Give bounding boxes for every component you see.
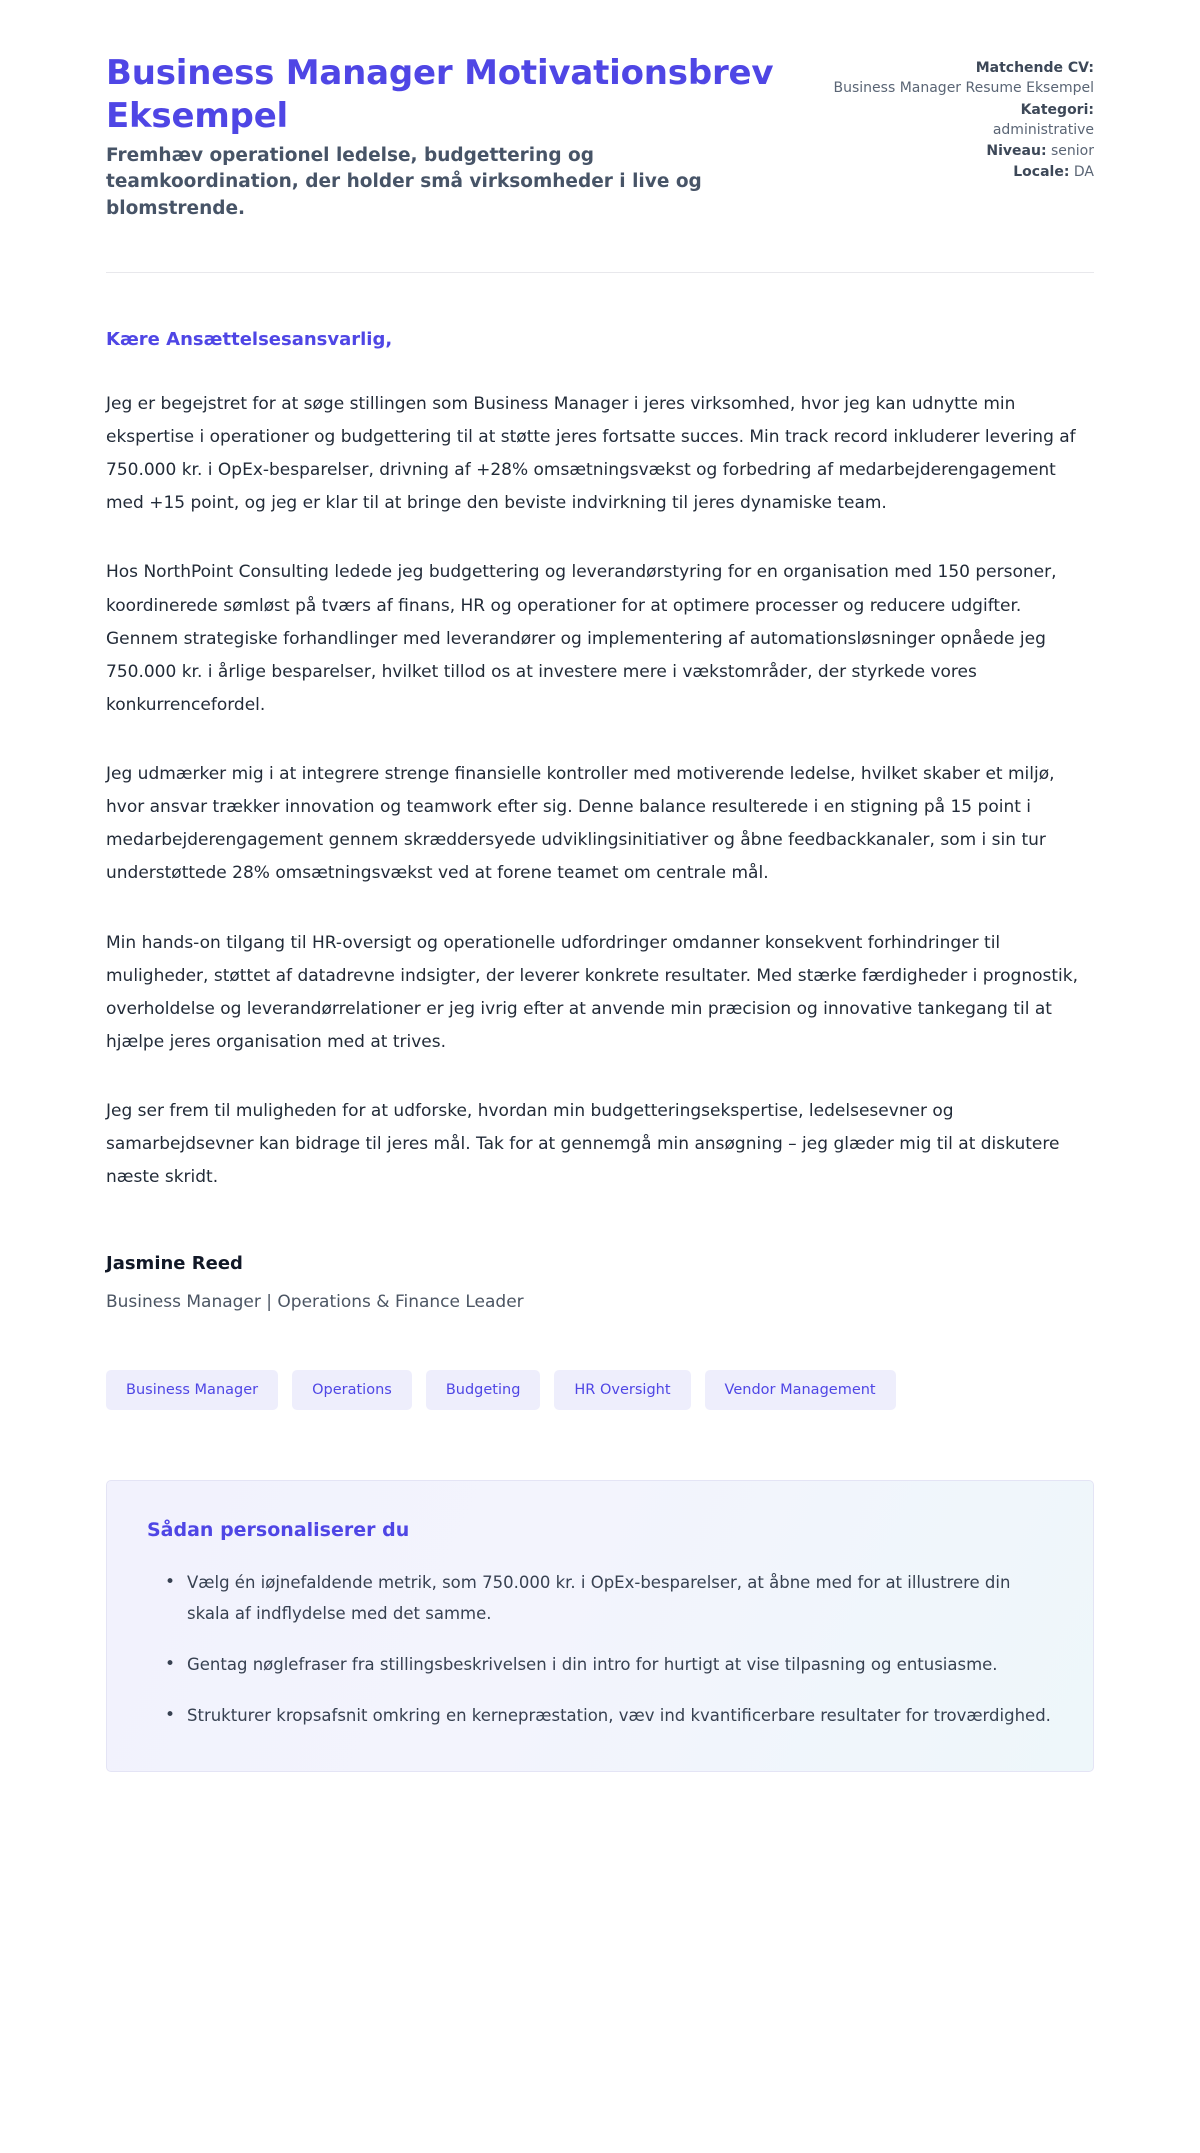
tag-chip[interactable]: Budgeting: [426, 1370, 541, 1411]
meta-level-label: Niveau:: [986, 143, 1047, 160]
letter-paragraphs: [106, 388, 1094, 1195]
page-bottom-spacer: [106, 1772, 1094, 1842]
signature-role: Business Manager | Operations & Finance Leader: [106, 1291, 524, 1312]
personalization-tips-panel: [106, 1480, 1094, 1772]
meta-matching-resume-value: Business Manager Resume Eksempel: [833, 80, 1094, 97]
salutation: Kære Ansættelsesansvarlig,: [106, 328, 393, 350]
meta-locale: [834, 162, 1094, 182]
letter-paragraph: Jeg er begejstret for at søge stillingen som Business Manager i jeres virksomhed, hvor jeg kan udnytte min ekspertise i operationer og budgettering til at støtte jeres fortsatte succes. Min track record inkluderer levering af 750.000 kr. i OpEx-besparelser, drivning af +28% omsætningsvækst og forbedring af medarbejderengagement med +15 point, og jeg er klar til at bringe den beviste indvirkning til jeres dynamiske team.: [106, 393, 1076, 514]
tips-title: Sådan personaliserer du: [147, 1519, 410, 1542]
meta-category-value: administrative: [992, 121, 1094, 138]
cover-letter-body: [106, 273, 1094, 1772]
document-metadata: [834, 52, 1094, 184]
tips-list-item: • Gentag nøglefraser fra stillingsbeskrivelsen i din intro for hurtigt at vise tilpasning og entusiasme.: [173, 1649, 1053, 1680]
tag-chip[interactable]: HR Oversight: [554, 1370, 690, 1411]
tag-list: [106, 1370, 1094, 1411]
tag-chip[interactable]: Business Manager: [106, 1370, 278, 1411]
meta-category: [834, 100, 1094, 141]
meta-level-value: senior: [1051, 143, 1094, 160]
tips-list-item: • Strukturer kropsafsnit omkring en kernepræstation, væv ind kvantificerbare resultater for troværdighed.: [173, 1700, 1053, 1731]
letter-paragraph: Jeg udmærker mig i at integrere strenge finansielle kontroller med motiverende ledelse, hvilket skaber et miljø, hvor ansvar trækker innovation og teamwork efter sig. Denne balance resulterede i en stigning på 15 point i medarbejderengagement gennem skræddersyede udviklingsinitiativer og åbne feedbackkanaler, som i sin tur understøttede 28% omsætningsvækst ved at forene teamet om centrale mål.: [106, 764, 1055, 884]
letter-paragraph: Min hands-on tilgang til HR-oversigt og operationelle udfordringer omdanner konsekvent forhindringer til muligheder, støttet af datadrevne indsigter, der leverer konkrete resultater. Med stærke færdigheder i prognostik, overholdelse og leverandørrelationer er jeg ivrig efter at anvende min præcision og innovative tankegang til at hjælpe jeres organisation med at trives.: [106, 932, 1078, 1053]
meta-matching-resume: [834, 58, 1094, 99]
signature-block: [106, 1253, 1094, 1312]
page-title: Business Manager Motivationsbrev Eksempel: [106, 53, 774, 136]
tag-chip[interactable]: Vendor Management: [705, 1370, 896, 1411]
meta-level: [834, 141, 1094, 161]
letter-paragraph: Jeg ser frem til muligheden for at udforske, hvordan min budgetteringsekspertise, ledelsesevner og samarbejdsevner kan bidrage til jeres mål. Tak for at gennemgå min ansøgning – jeg glæder mig til at diskutere næste skridt.: [106, 1101, 1060, 1188]
header-title-block: [106, 52, 794, 222]
page-subtitle: Fremhæv operationel ledelse, budgettering og teamkoordination, der holder små virksomheder i live og blomstrende.: [106, 145, 702, 219]
meta-locale-label: Locale:: [1013, 164, 1070, 181]
document-header: [106, 0, 1094, 222]
meta-matching-resume-label: Matchende CV:: [975, 60, 1094, 76]
tag-chip[interactable]: Operations: [292, 1370, 412, 1411]
tips-list: [147, 1567, 1053, 1731]
letter-paragraph: Hos NorthPoint Consulting ledede jeg budgettering og leverandørstyring for en organisation med 150 personer, koordinerede sømløst på tværs af finans, HR og operationer for at optimere processer og reducere udgifter. Gennem strategiske forhandlinger med leverandører og implementering af automationsløsninger opnåede jeg 750.000 kr. i årlige besparelser, hvilket tillod os at investere mere i vækstområder, der styrkede vores konkurrencefordel.: [106, 562, 1057, 715]
meta-locale-value: DA: [1073, 164, 1094, 181]
meta-category-label: Kategori:: [1020, 101, 1094, 118]
signature-name: Jasmine Reed: [106, 1252, 243, 1274]
tips-list-item: • Vælg én iøjnefaldende metrik, som 750.000 kr. i OpEx-besparelser, at åbne med for at illustrere din skala af indflydelse med det samme.: [173, 1567, 1053, 1629]
